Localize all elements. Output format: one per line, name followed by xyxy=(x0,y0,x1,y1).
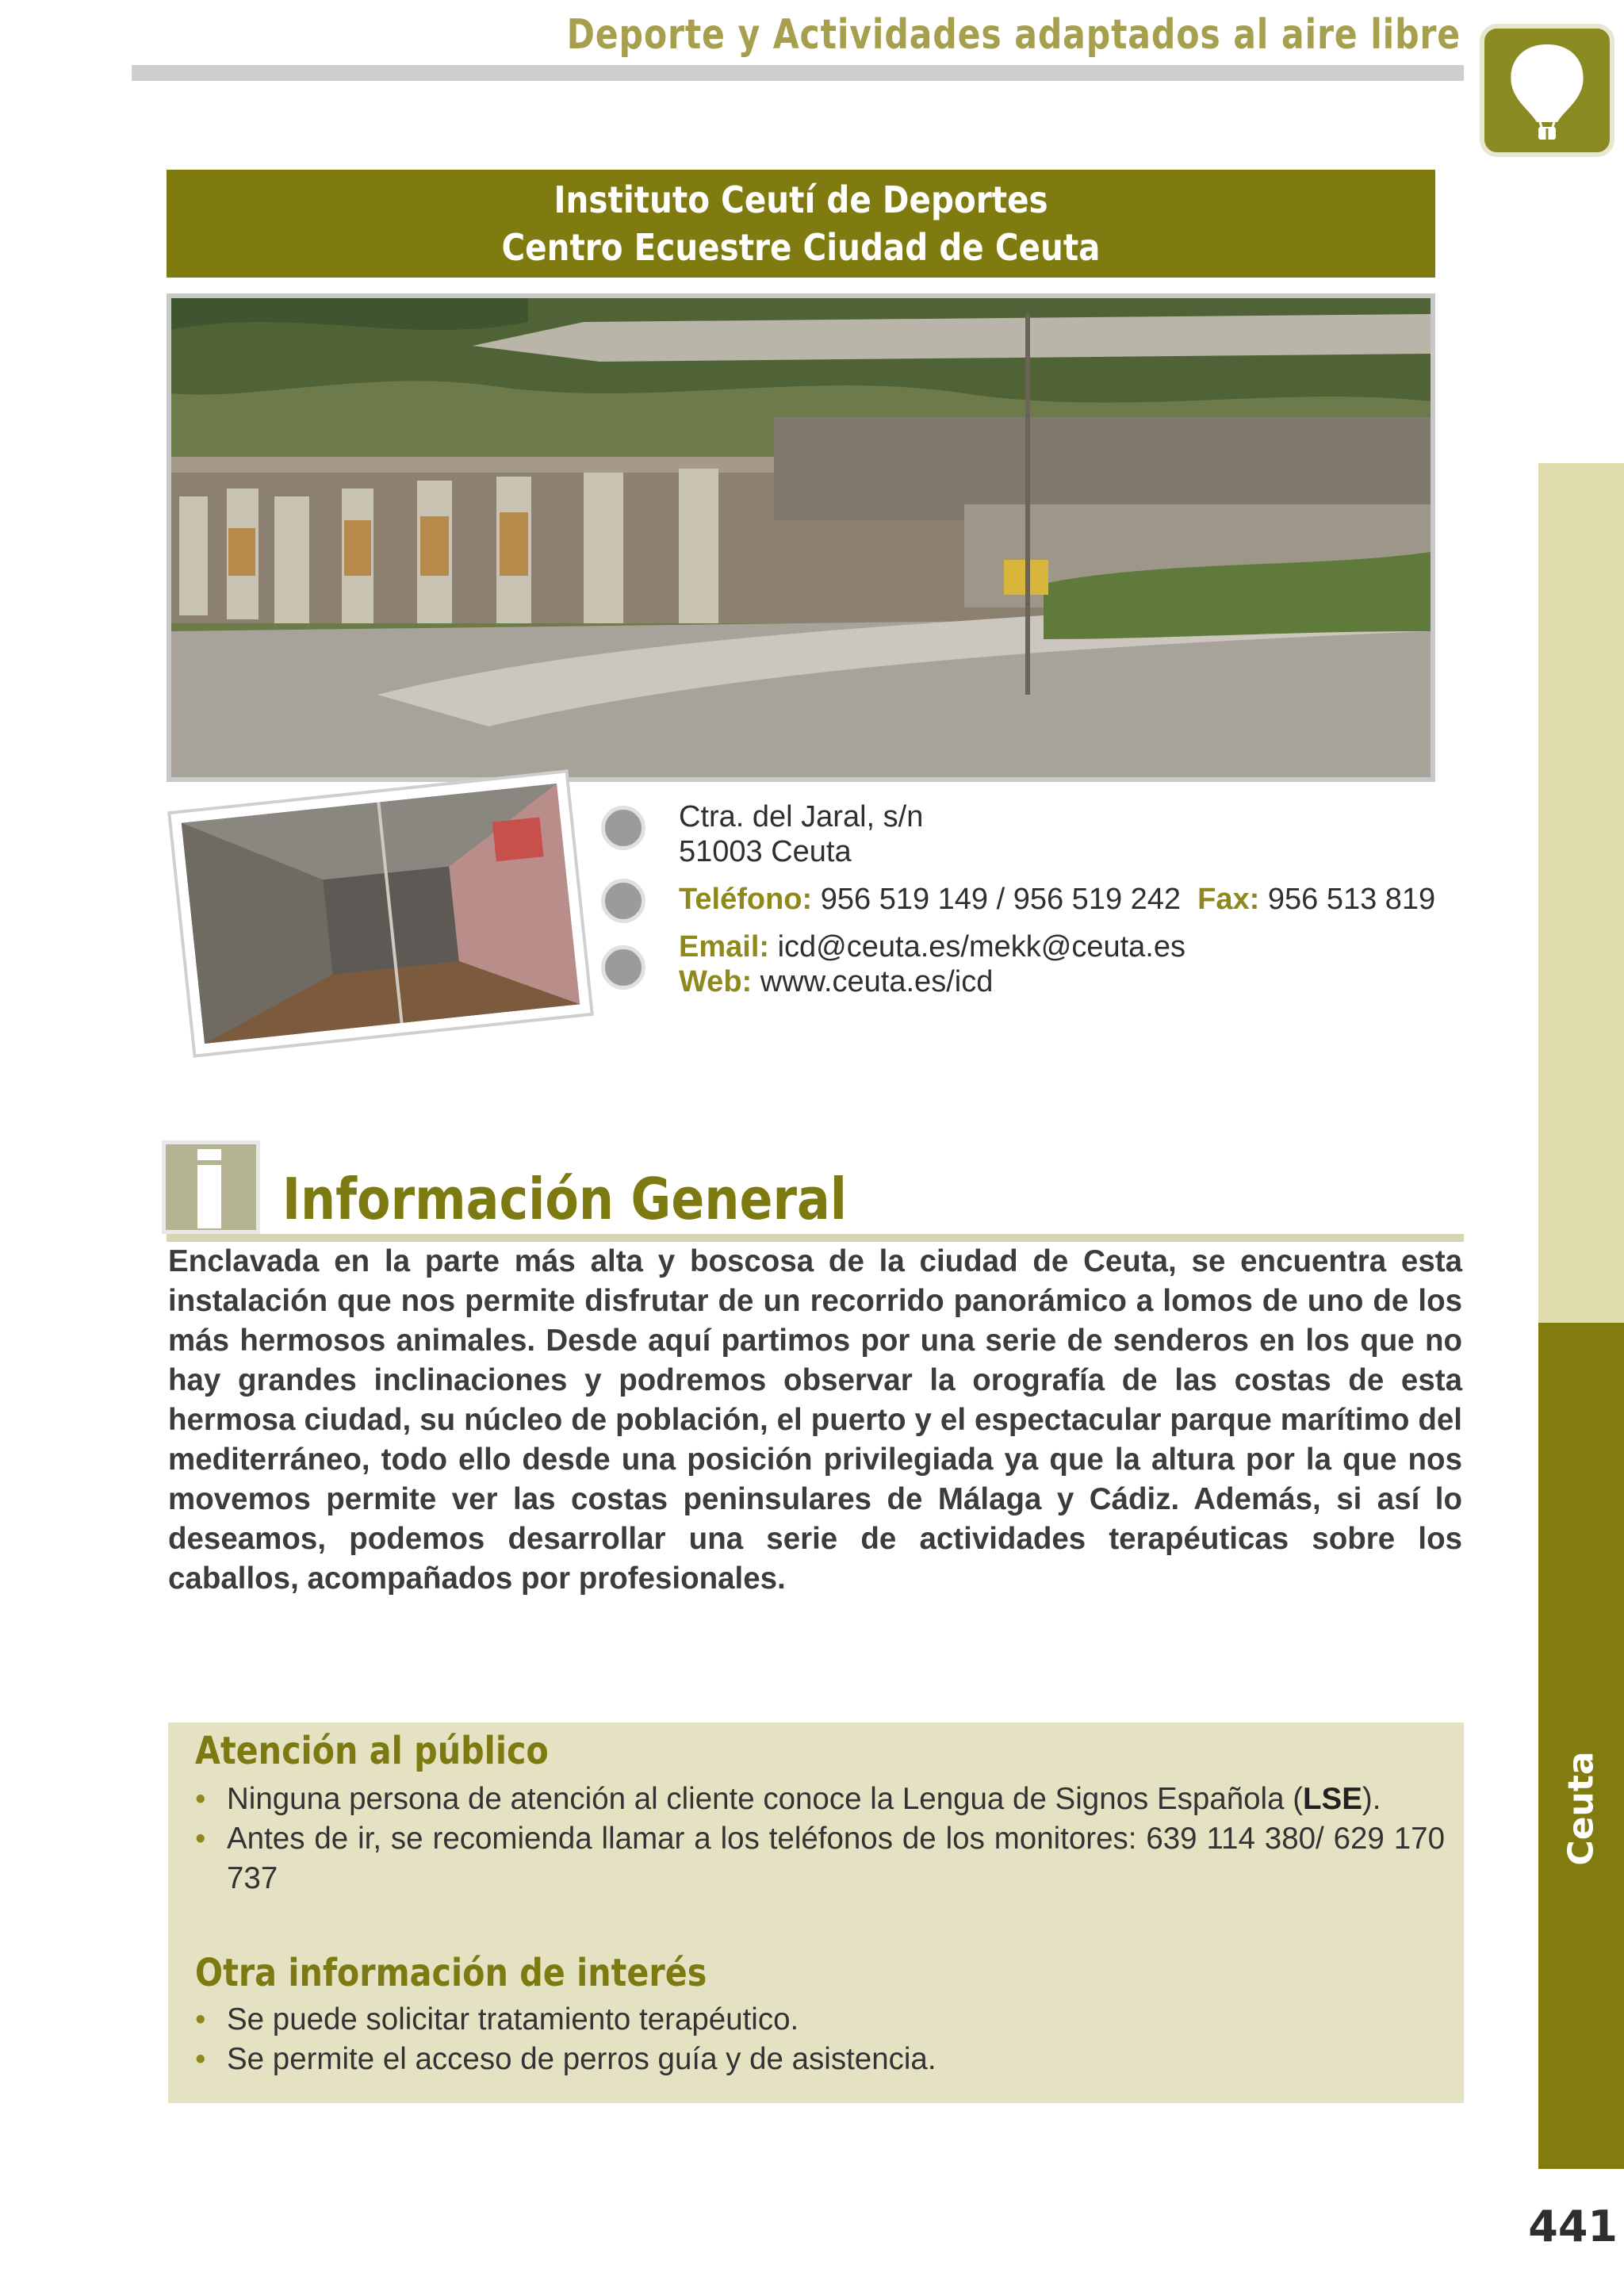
email-label: Email: xyxy=(679,930,770,964)
main-photo xyxy=(167,293,1435,782)
web-line xyxy=(679,964,993,999)
list-item: • Se puede solicitar tratamiento terapéutico. xyxy=(195,2000,1445,2040)
phone-label: Teléfono: xyxy=(679,883,813,916)
side-tab-label: Ceuta xyxy=(1561,1750,1602,1866)
venue-title-line1: Instituto Ceutí de Deportes xyxy=(553,178,1048,221)
info-general-paragraph: Enclavada en la parte más alta y boscosa de la ciudad de Ceuta, se encuentra esta instalación que nos permite disfrutar de un recorrido panorámico a lomos de uno de los más hermosos animales. Desde aquí partimos por una serie de senderos en los que no hay grandes inclinaciones y podremos observar la orografía de las costas de esta hermosa ciudad, su núcleo de población, el puerto y el espectacular parque marítimo del mediterráneo, todo ello desde una posición privilegiada ya que la altura por la que nos movemos permite ver las costas peninsulares de Málaga y Cádiz. Además, si así lo deseamos, podemos desarrollar una serie de actividades terapéuticas sobre los caballos, acompañados por profesionales. xyxy=(168,1244,1462,1596)
email-value[interactable]: icd@ceuta.es/mekk@ceuta.es xyxy=(777,930,1185,964)
fax-label: Fax: xyxy=(1197,883,1260,916)
info-general-rule xyxy=(167,1234,1464,1242)
info-general-body xyxy=(168,1242,1462,1599)
section-badge xyxy=(1480,24,1614,157)
otra-info-list xyxy=(195,2000,1445,2079)
list-item: • Antes de ir, se recomienda llamar a los teléfonos de los monitores: 639 114 380/ 629 170 737 xyxy=(195,1819,1445,1899)
otra-info-heading: Otra información de interés xyxy=(195,1951,707,1995)
phone-value: 956 519 149 / 956 519 242 xyxy=(820,883,1182,916)
web-label: Web: xyxy=(679,965,753,998)
address-line1: Ctra. del Jaral, s/n xyxy=(679,800,924,833)
info-general-heading: Información General xyxy=(282,1166,847,1232)
stable-photo xyxy=(170,773,590,1055)
list-item: • Ninguna persona de atención al cliente conoce la Lengua de Signos Española (LSE). xyxy=(195,1780,1445,1819)
header-title: Deporte y Actividades adaptados al aire libre xyxy=(566,11,1461,59)
venue-title-bar xyxy=(167,170,1435,278)
atencion-list xyxy=(195,1780,1445,1899)
atencion-heading: Atención al público xyxy=(195,1729,549,1773)
phone-fax-line xyxy=(679,882,1435,917)
fax-value: 956 513 819 xyxy=(1267,883,1436,916)
email-line xyxy=(679,929,1185,964)
mail-icon xyxy=(601,806,645,850)
list-item: • Se permite el acceso de perros guía y de asistencia. xyxy=(195,2040,1445,2079)
phone-icon xyxy=(601,879,645,923)
web-value[interactable]: www.ceuta.es/icd xyxy=(760,965,994,998)
side-tab-light xyxy=(1538,463,1624,1323)
page-number: 441 xyxy=(1528,2201,1618,2251)
header-rule xyxy=(132,65,1464,81)
info-icon xyxy=(162,1140,260,1234)
hot-air-balloon-icon xyxy=(1484,29,1610,152)
web-icon xyxy=(601,945,645,990)
venue-title-line2: Centro Ecuestre Ciudad de Ceuta xyxy=(501,226,1101,269)
address-line2: 51003 Ceuta xyxy=(679,835,852,868)
